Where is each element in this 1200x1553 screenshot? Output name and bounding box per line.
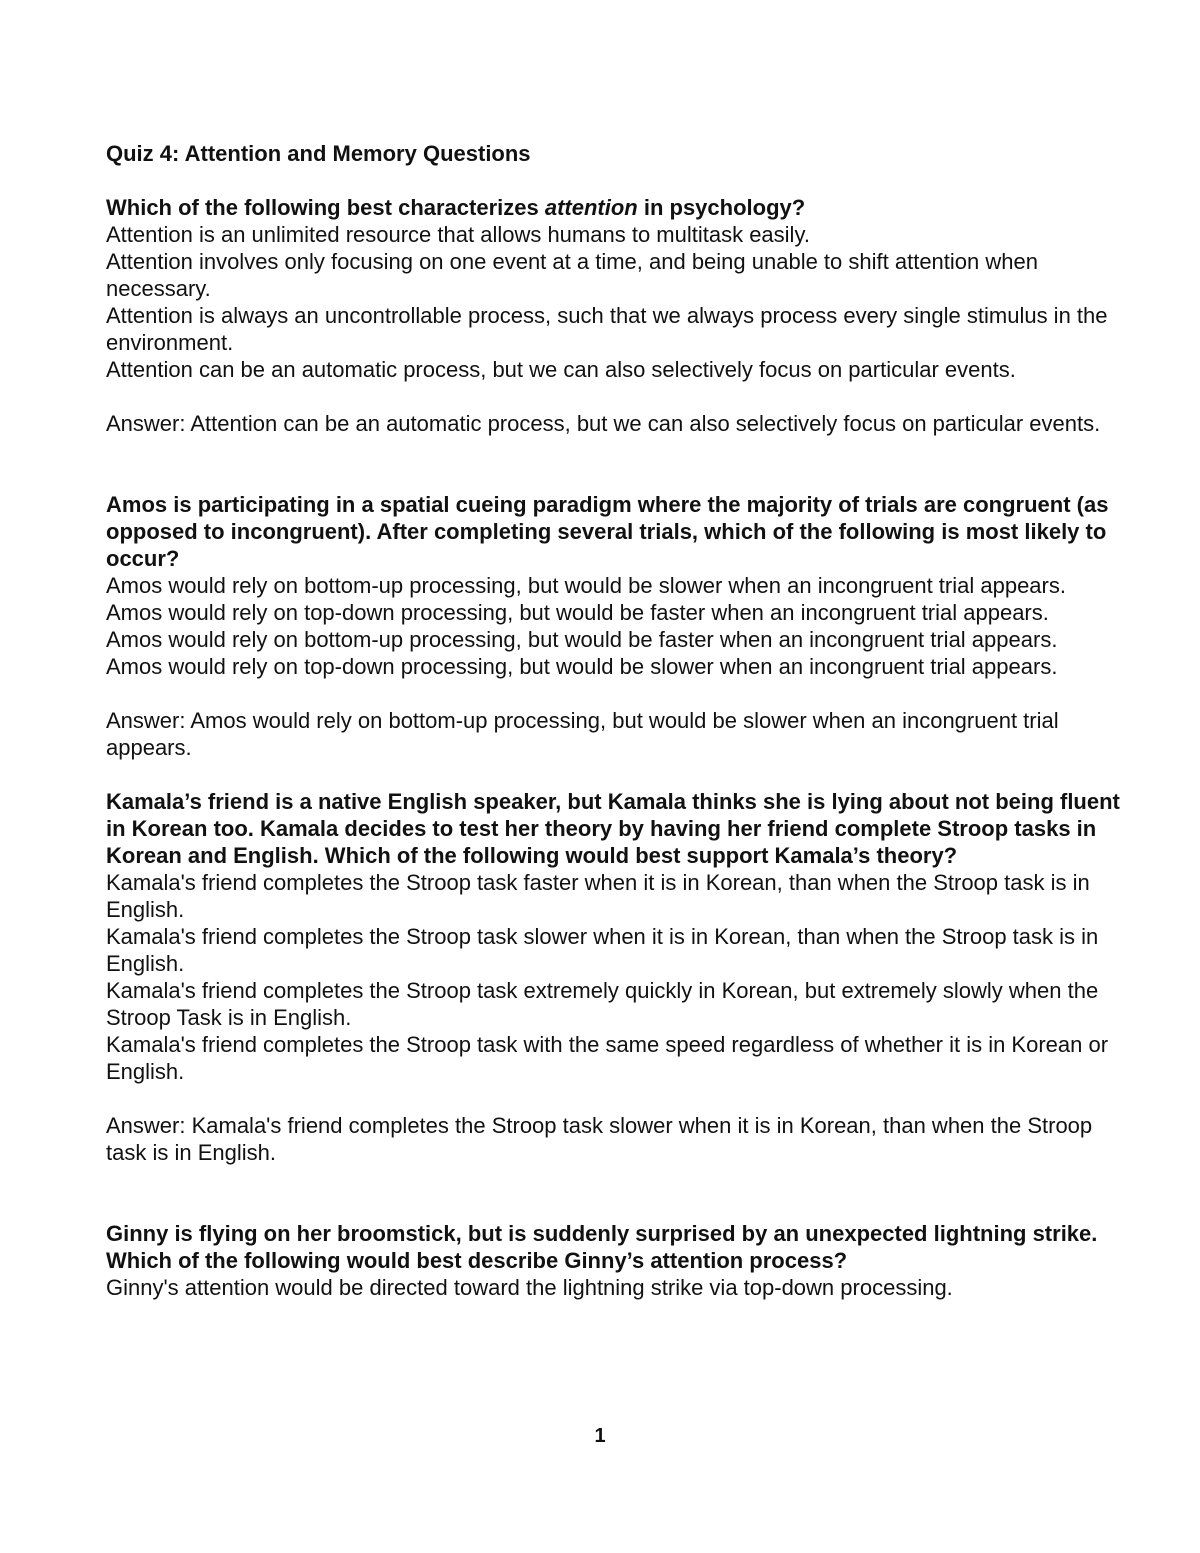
page-number: 1 — [594, 1425, 606, 1447]
option-text: Attention involves only focusing on one event at a time, and being unable to shift attention when necessary. — [106, 249, 1038, 301]
option-text: Kamala's friend completes the Stroop task with the same speed regardless of whether it is in Korean or English. — [106, 1032, 1109, 1084]
question-1 — [106, 194, 1136, 437]
prompt-text: Which of the following best characterizes — [106, 195, 545, 220]
answer-text: Answer: Amos would rely on bottom-up processing, but would be slower when an incongruent trial appears. — [106, 708, 1059, 760]
prompt-emphasis: attention — [544, 195, 638, 220]
page-title: Quiz 4: Attention and Memory Questions — [106, 141, 531, 166]
option-text: Attention can be an automatic process, but we can also selectively focus on particular events. — [106, 357, 1016, 382]
option-text: Kamala's friend completes the Stroop task extremely quickly in Korean, but extremely slowly when the Stroop Task is in English. — [106, 978, 1099, 1030]
option-text: Attention is an unlimited resource that allows humans to multitask easily. — [106, 222, 810, 247]
option-text: Amos would rely on top-down processing, but would be faster when an incongruent trial appears. — [106, 600, 1049, 625]
question-prompt: Kamala’s friend is a native English speaker, but Kamala thinks she is lying about not being fluent in Korean too. Kamala decides to test her theory by having her friend complete Stroop tasks in Korean and English. Which of the following would best support Kamala’s theory? — [106, 789, 1120, 868]
option-text: Amos would rely on bottom-up processing, but would be slower when an incongruent trial appears. — [106, 573, 1066, 598]
question-prompt: Amos is participating in a spatial cueing paradigm where the majority of trials are congruent (as opposed to incongruent). After completing several trials, which of the following is most likely to occur? — [106, 492, 1109, 571]
question-prompt: Ginny is flying on her broomstick, but is suddenly surprised by an unexpected lightning strike. Which of the following would best describe Ginny’s attention process? — [106, 1221, 1098, 1273]
option-text: Amos would rely on bottom-up processing, but would be faster when an incongruent trial appears. — [106, 627, 1058, 652]
option-text: Ginny's attention would be directed toward the lightning strike via top-down processing. — [106, 1275, 953, 1300]
question-3 — [106, 788, 1136, 1166]
question-2 — [106, 491, 1136, 761]
option-text: Attention is always an uncontrollable process, such that we always process every single stimulus in the environment. — [106, 303, 1108, 355]
document-page — [106, 140, 1136, 1301]
option-text: Kamala's friend completes the Stroop task slower when it is in Korean, than when the Stroop task is in English. — [106, 924, 1099, 976]
question-prompt — [106, 194, 1136, 221]
option-text: Kamala's friend completes the Stroop task faster when it is in Korean, than when the Stroop task is in English. — [106, 870, 1090, 922]
answer-text: Answer: Kamala's friend completes the Stroop task slower when it is in Korean, than when the Stroop task is in English. — [106, 1113, 1093, 1165]
answer-text: Answer: Attention can be an automatic process, but we can also selectively focus on particular events. — [106, 411, 1101, 436]
prompt-text: in psychology? — [637, 195, 806, 220]
option-text: Amos would rely on top-down processing, but would be slower when an incongruent trial appears. — [106, 654, 1058, 679]
question-4 — [106, 1220, 1136, 1301]
